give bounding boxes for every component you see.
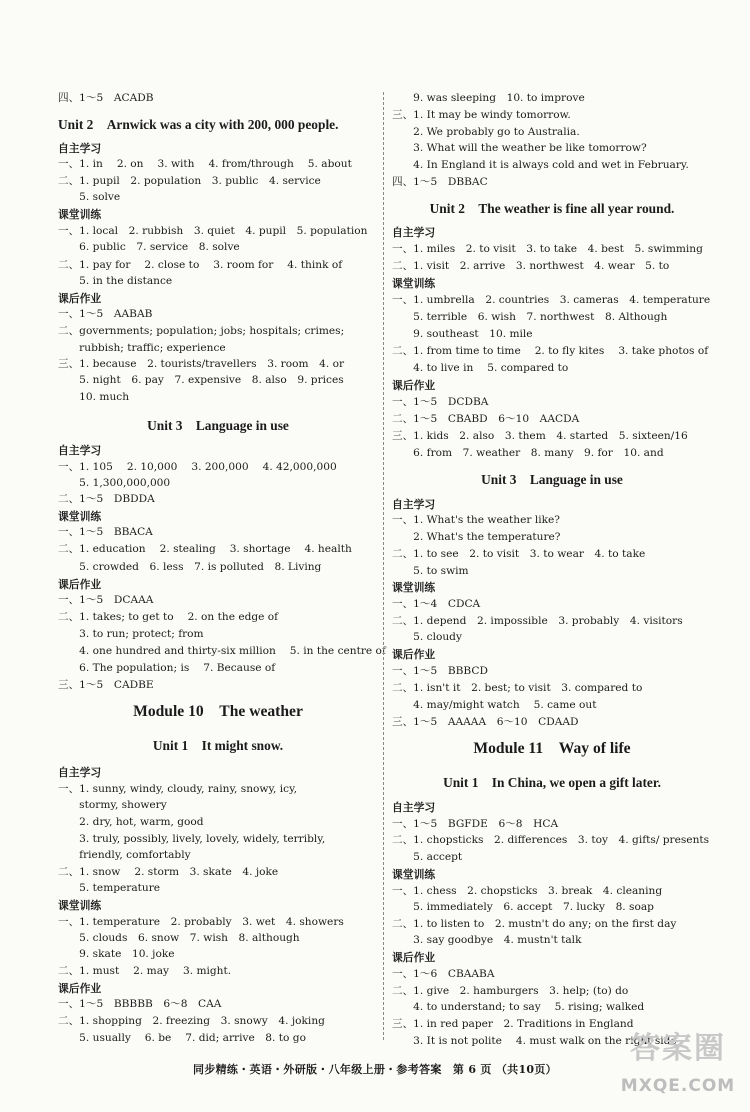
- answer-line: 二、governments; population; jobs; hospitals; crimes;: [58, 325, 345, 337]
- column-divider: [383, 92, 384, 1040]
- answer-line: 2. What's the temperature?: [392, 531, 561, 543]
- section-heading: 课堂训练: [392, 581, 436, 594]
- answer-line: 3. truly, possibly, lively, lovely, widely, terribly,: [58, 833, 326, 845]
- answer-line: 2. dry, hot, warm, good: [58, 816, 204, 828]
- answer-line: 二、1. to listen to 2. mustn't do any; on the first day: [392, 918, 677, 930]
- section-heading: 课后作业: [392, 648, 436, 661]
- answer-line: 二、1. pay for 2. close to 3. room for 4. think of: [58, 259, 343, 271]
- answer-line: 一、1. What's the weather like?: [392, 514, 560, 526]
- answer-line: 一、1～4 CDCA: [392, 598, 481, 610]
- answer-line: 一、1. chess 2. chopsticks 3. break 4. cleaning: [392, 885, 663, 897]
- answer-line: 2. We probably go to Australia.: [392, 126, 580, 138]
- answer-line: 5. 1,300,000,000: [58, 477, 171, 489]
- answer-line: 6. public 7. service 8. solve: [58, 241, 240, 253]
- section-heading: 自主学习: [392, 226, 436, 239]
- unit-title: Unit 3 Language in use: [147, 418, 289, 433]
- answer-line: 4. to live in 5. compared to: [392, 362, 569, 374]
- answer-line: 5. solve: [58, 191, 121, 203]
- answer-line: 5. clouds 6. snow 7. wish 8. although: [58, 932, 300, 944]
- answer-line: 一、1～5 BBBCD: [392, 665, 489, 677]
- module-title: Module 11 Way of life: [473, 740, 631, 757]
- answer-line: 9. was sleeping 10. to improve: [392, 92, 585, 104]
- answer-line: 二、1. pupil 2. population 3. public 4. service: [58, 175, 321, 187]
- answer-line: 一、1～5 DCAAA: [58, 594, 154, 606]
- section-heading: 自主学习: [392, 498, 436, 511]
- answer-line: 一、1～5 AABAB: [58, 308, 153, 320]
- answer-line: 一、1～5 DCDBA: [392, 396, 489, 408]
- unit-title: Unit 2 The weather is fine all year round.: [429, 201, 675, 216]
- answer-line: 4. In England it is always cold and wet in February.: [392, 159, 689, 171]
- watermark-logo: [612, 1030, 744, 1104]
- section-heading: 课堂训练: [392, 277, 436, 290]
- answer-line: 5. night 6. pay 7. expensive 8. also 9. prices: [58, 374, 344, 386]
- answer-line: 5. accept: [392, 851, 463, 863]
- answer-line: 4. may/might watch 5. came out: [392, 699, 597, 711]
- answer-line: 二、1. shopping 2. freezing 3. snowy 4. joking: [58, 1015, 325, 1027]
- answer-line: stormy, showery: [58, 799, 167, 811]
- answer-line: 3. say goodbye 4. mustn't talk: [392, 934, 582, 946]
- answer-line: 3. What will the weather be like tomorrow?: [392, 142, 647, 154]
- answer-line: 5. to swim: [392, 565, 469, 577]
- answer-line: 二、1. give 2. hamburgers 3. help; (to) do: [392, 985, 629, 997]
- section-heading: 课后作业: [392, 379, 436, 392]
- answer-line: 三、1～5 AAAAA 6～10 CDAAD: [392, 716, 579, 728]
- answer-line: 5. in the distance: [58, 275, 173, 287]
- answer-line: 三、1. kids 2. also 3. them 4. started 5. sixteen/16: [392, 430, 688, 442]
- answer-line: 6. The population; is 7. Because of: [58, 662, 276, 674]
- section-heading: 自主学习: [58, 142, 102, 155]
- answer-line: 三、1. It may be windy tomorrow.: [392, 109, 571, 121]
- answer-line: 三、1～5 CADBE: [58, 679, 154, 691]
- section-heading: 自主学习: [58, 444, 102, 457]
- section-heading: 课堂训练: [58, 899, 102, 912]
- answer-line: 二、1. isn't it 2. best; to visit 3. compared to: [392, 682, 643, 694]
- answer-line: 二、1～5 DBDDA: [58, 493, 155, 505]
- answer-line: 三、1. because 2. tourists/travellers 3. room 4. or: [58, 358, 345, 370]
- answer-line: 5. temperature: [58, 882, 161, 894]
- answer-line: 一、1. miles 2. to visit 3. to take 4. best 5. swimming: [392, 243, 703, 255]
- page-footer: 同步精练・英语・外研版・八年级上册・参考答案 第 6 页 （共10页）: [193, 1063, 557, 1076]
- answer-line: 二、1. takes; to get to 2. on the edge of: [58, 611, 279, 623]
- answer-line: 一、1～6 CBAABA: [392, 968, 495, 980]
- answer-line: 二、1. education 2. stealing 3. shortage 4. health: [58, 543, 352, 555]
- answer-line: 一、1. sunny, windy, cloudy, rainy, snowy, icy,: [58, 783, 298, 795]
- answer-line: 6. from 7. weather 8. many 9. for 10. and: [392, 447, 664, 459]
- answer-line: 9. southeast 10. mile: [392, 328, 533, 340]
- answer-line: 四、1～5 ACADB: [58, 92, 154, 104]
- answer-line: 一、1. local 2. rubbish 3. quiet 4. pupil 5. population: [58, 225, 368, 237]
- section-heading: 课后作业: [58, 578, 102, 591]
- answer-line: 一、1. in 2. on 3. with 4. from/through 5. about: [58, 158, 352, 170]
- answer-line: 一、1. 105 2. 10,000 3. 200,000 4. 42,000,000: [58, 461, 337, 473]
- answer-line: 二、1. snow 2. storm 3. skate 4. joke: [58, 866, 279, 878]
- answer-line: 9. skate 10. joke: [58, 948, 175, 960]
- section-heading: 课堂训练: [58, 510, 102, 523]
- answer-line: 一、1～5 BBACA: [58, 526, 153, 538]
- answer-line: 10. much: [58, 391, 130, 403]
- answer-line: 二、1. visit 2. arrive 3. northwest 4. wear 5. to: [392, 260, 670, 272]
- module-title: Module 10 The weather: [133, 703, 303, 720]
- section-heading: 自主学习: [58, 766, 102, 779]
- unit-title: Unit 3 Language in use: [481, 472, 623, 487]
- answer-line: 3. to run; protect; from: [58, 628, 204, 640]
- answer-line: 5. terrible 6. wish 7. northwest 8. Although: [392, 311, 668, 323]
- answer-line: 二、1. from time to time 2. to fly kites 3. take photos of: [392, 345, 709, 357]
- answer-line: 二、1～5 CBABD 6～10 AACDA: [392, 413, 580, 425]
- answer-line: 二、1. chopsticks 2. differences 3. toy 4. gifts/ presents: [392, 834, 710, 846]
- answer-line: 5. usually 6. be 7. did; arrive 8. to go: [58, 1032, 306, 1044]
- answer-line: rubbish; traffic; experience: [58, 342, 226, 354]
- answer-line: 一、1～5 BGFDE 6～8 HCA: [392, 818, 559, 830]
- watermark-text: 答案圈: [630, 1031, 726, 1066]
- section-heading: 课后作业: [392, 951, 436, 964]
- section-heading: 课堂训练: [392, 868, 436, 881]
- answer-line: friendly, comfortably: [58, 849, 191, 861]
- answer-line: 四、1～5 DBBAC: [392, 176, 488, 188]
- answer-line: 一、1. umbrella 2. countries 3. cameras 4. temperature: [392, 294, 711, 306]
- answer-line: 二、1. to see 2. to visit 3. to wear 4. to take: [392, 548, 646, 560]
- answer-line: 一、1～5 BBBBB 6～8 CAA: [58, 998, 222, 1010]
- unit-title: Unit 2 Arnwick was a city with 200, 000 people.: [58, 117, 339, 132]
- answer-line: 一、1. temperature 2. probably 3. wet 4. showers: [58, 916, 344, 928]
- section-heading: 课后作业: [58, 292, 102, 305]
- answer-line: 三、1. in red paper 2. Traditions in England: [392, 1018, 634, 1030]
- answer-line: 二、1. must 2. may 3. might.: [58, 965, 232, 977]
- unit-title: Unit 1 In China, we open a gift later.: [443, 775, 661, 790]
- unit-title: Unit 1 It might snow.: [152, 738, 284, 753]
- section-heading: 自主学习: [392, 801, 436, 814]
- answer-line: 5. immediately 6. accept 7. lucky 8. soap: [392, 901, 654, 913]
- answer-line: 4. one hundred and thirty-six million 5. in the centre of: [58, 645, 386, 657]
- section-heading: 课后作业: [58, 982, 102, 995]
- watermark-url: MXQE.COM: [620, 1076, 736, 1096]
- answer-line: 5. crowded 6. less 7. is polluted 8. Living: [58, 561, 322, 573]
- answer-line: 5. cloudy: [392, 631, 462, 643]
- answer-line: 二、1. depend 2. impossible 3. probably 4. visitors: [392, 615, 683, 627]
- section-heading: 课堂训练: [58, 208, 102, 221]
- answer-line: 3. It is not polite 4. must walk on the right side: [392, 1035, 677, 1047]
- answer-line: 4. to understand; to say 5. rising; walked: [392, 1001, 645, 1013]
